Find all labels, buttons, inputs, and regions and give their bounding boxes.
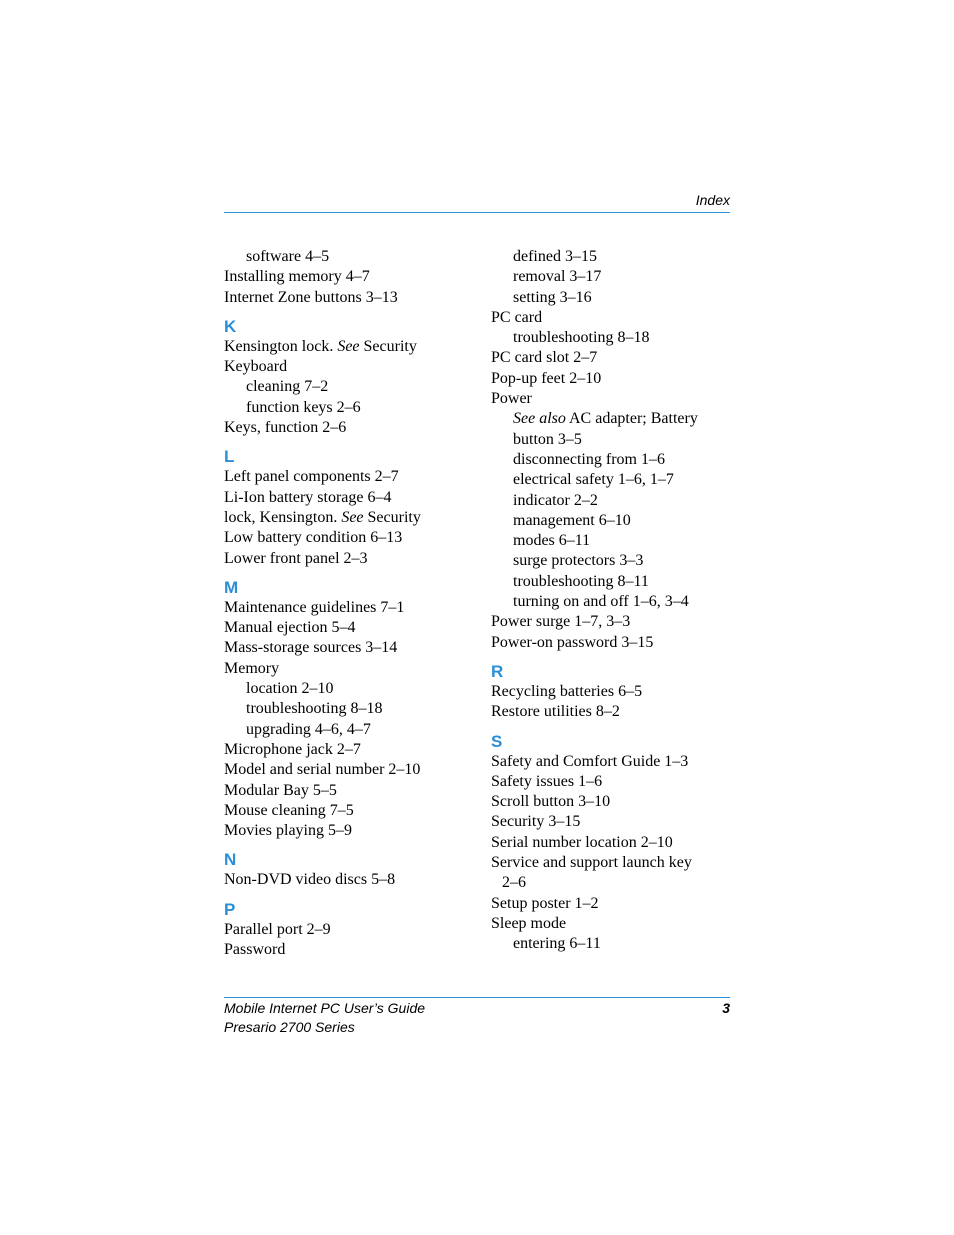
index-entry: Model and serial number 2–10 bbox=[224, 761, 421, 779]
section-letter-l: L bbox=[224, 447, 235, 467]
section-letter-p: P bbox=[224, 899, 236, 919]
index-entry: Recycling batteries 6–5 bbox=[491, 682, 643, 700]
index-entry: troubleshooting 8–18 bbox=[246, 700, 383, 718]
index-entry: turning on and off 1–6, 3–4 bbox=[513, 593, 689, 611]
index-entry: Left panel components 2–7 bbox=[224, 468, 399, 486]
index-entry: lock, Kensington. See Security bbox=[224, 508, 421, 526]
index-entry: upgrading 4–6, 4–7 bbox=[246, 720, 371, 738]
index-column-right bbox=[491, 247, 731, 955]
index-entry: troubleshooting 8–18 bbox=[513, 329, 650, 347]
index-entry: See also AC adapter; Battery bbox=[513, 410, 698, 428]
index-entry: Safety issues 1–6 bbox=[491, 772, 603, 790]
page-footer bbox=[224, 999, 730, 1037]
index-entry: indicator 2–2 bbox=[513, 491, 598, 509]
index-entry: PC card bbox=[491, 308, 543, 326]
index-entry: Security 3–15 bbox=[491, 813, 581, 831]
index-entry: Maintenance guidelines 7–1 bbox=[224, 598, 405, 616]
section-letter-n: N bbox=[224, 850, 237, 870]
index-entry: removal 3–17 bbox=[513, 268, 602, 286]
index-entry: Scroll button 3–10 bbox=[491, 793, 611, 811]
running-header: Index bbox=[695, 192, 730, 208]
index-entry: Restore utilities 8–2 bbox=[491, 703, 620, 721]
index-entry: Internet Zone buttons 3–13 bbox=[224, 288, 398, 306]
index-entry: Keyboard bbox=[224, 358, 288, 376]
index-entry: Pop-up feet 2–10 bbox=[491, 369, 602, 387]
footer-series: Presario 2700 Series bbox=[224, 1019, 355, 1035]
index-entry: 2–6 bbox=[502, 874, 526, 892]
index-entry: disconnecting from 1–6 bbox=[513, 450, 665, 468]
index-entry: function keys 2–6 bbox=[246, 398, 361, 416]
index-entry: Service and support launch key bbox=[491, 854, 692, 872]
index-entry: troubleshooting 8–11 bbox=[513, 572, 649, 590]
footer-title: Mobile Internet PC User’s Guide bbox=[224, 1000, 426, 1016]
page-number: 3 bbox=[722, 1000, 730, 1016]
index-entry: modes 6–11 bbox=[513, 532, 591, 550]
index-entry: defined 3–15 bbox=[513, 248, 597, 265]
index-entry: Parallel port 2–9 bbox=[224, 920, 331, 938]
index-entry: management 6–10 bbox=[513, 511, 631, 529]
index-entry: Installing memory 4–7 bbox=[224, 268, 370, 286]
index-entry: Movies playing 5–9 bbox=[224, 822, 352, 840]
index-entry: PC card slot 2–7 bbox=[491, 349, 598, 367]
index-entry: Low battery condition 6–13 bbox=[224, 529, 403, 547]
index-entry: Power bbox=[491, 390, 532, 408]
index-entry: Serial number location 2–10 bbox=[491, 833, 673, 851]
section-letter-r: R bbox=[491, 661, 504, 681]
index-entry: Memory bbox=[224, 659, 280, 677]
index-entry: electrical safety 1–6, 1–7 bbox=[513, 471, 674, 489]
index-entry: setting 3–16 bbox=[513, 288, 592, 306]
index-entry: Microphone jack 2–7 bbox=[224, 740, 361, 758]
section-letter-m: M bbox=[224, 577, 239, 597]
index-entry: Kensington lock. See Security bbox=[224, 337, 417, 355]
index-entry: surge protectors 3–3 bbox=[513, 552, 644, 570]
index-entry: location 2–10 bbox=[246, 680, 334, 698]
section-letter-s: S bbox=[491, 731, 503, 751]
index-entry: Li-Ion battery storage 6–4 bbox=[224, 488, 392, 506]
index-entry: software 4–5 bbox=[246, 248, 330, 265]
index-entry: Modular Bay 5–5 bbox=[224, 781, 337, 799]
index-entry: Lower front panel 2–3 bbox=[224, 549, 368, 567]
index-entry: Mouse cleaning 7–5 bbox=[224, 801, 354, 819]
index-entry: button 3–5 bbox=[513, 430, 582, 448]
index-entry: Sleep mode bbox=[491, 914, 567, 932]
index-entry: Non-DVD video discs 5–8 bbox=[224, 871, 396, 889]
index-entry: Setup poster 1–2 bbox=[491, 894, 599, 912]
index-entry: Power-on password 3–15 bbox=[491, 633, 654, 651]
index-entry: Mass-storage sources 3–14 bbox=[224, 639, 398, 657]
index-entry: Manual ejection 5–4 bbox=[224, 619, 356, 637]
index-entry: cleaning 7–2 bbox=[246, 378, 329, 396]
index-entry: Keys, function 2–6 bbox=[224, 419, 347, 437]
index-column-left bbox=[224, 247, 464, 960]
section-letter-k: K bbox=[224, 316, 237, 336]
index-entry: entering 6–11 bbox=[513, 935, 601, 953]
footer-rule bbox=[224, 997, 730, 998]
header-rule bbox=[224, 212, 730, 213]
index-entry: Safety and Comfort Guide 1–3 bbox=[491, 752, 689, 770]
index-entry: Password bbox=[224, 941, 286, 959]
index-entry: Power surge 1–7, 3–3 bbox=[491, 613, 631, 631]
